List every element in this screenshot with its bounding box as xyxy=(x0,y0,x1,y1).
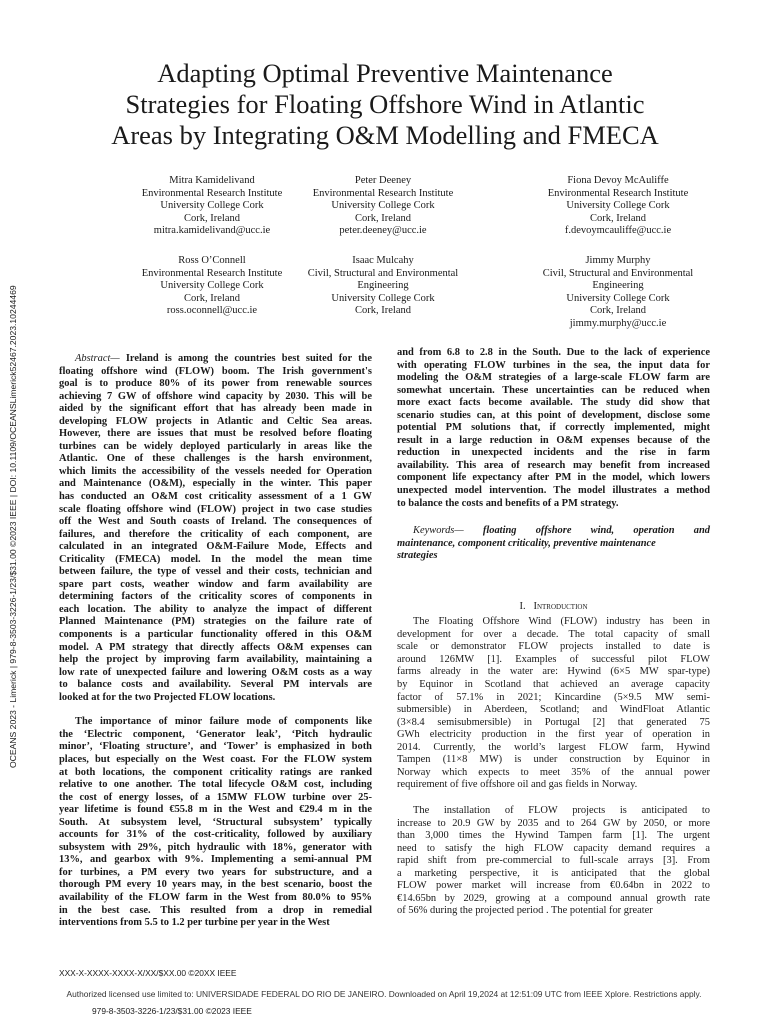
text-line: need to satisfy the high FLOW capacity demand requires a xyxy=(397,842,710,854)
text-line: goal is to produce 80% of its power from renewable sources xyxy=(59,378,372,390)
text-line: 2014. Currently, the world’s largest FLOW farm, Hywind xyxy=(397,741,710,753)
text-line: the cost of energy losses, of a 15MW FLOW turbine over 25- xyxy=(59,791,372,803)
author-email: peter.deeney@ucc.ie xyxy=(339,225,427,237)
abstract-lines xyxy=(59,366,372,705)
text-line: and Maintenance (O&M), especially in the winter. This paper xyxy=(59,478,372,490)
text-line: places, but especially on the West coast. For the FLOW system xyxy=(59,753,372,765)
section-heading xyxy=(397,601,710,614)
text-line: (3×8.4 semisubmersible) in Portugal [2] that generated 75 xyxy=(397,716,710,728)
author-affiliation: Civil, Structural and Environmental xyxy=(542,267,694,279)
author-affiliation: Cork, Ireland xyxy=(590,305,646,317)
author-affiliation: University College Cork xyxy=(160,280,264,292)
author-block xyxy=(508,175,728,238)
text-line: Tampen (11×8 MW) is under construction by Equinor in xyxy=(397,754,710,766)
title-line: Areas by Integrating O&M Modelling and FMECA xyxy=(111,120,659,150)
text-line: turbines can be widely deployed particularly in areas like the xyxy=(59,440,372,452)
author-affiliation: Civil, Structural and Environmental xyxy=(307,267,459,279)
text-line: for turbines, a PM every two years for substructure, and a xyxy=(59,866,372,878)
text-line: 13%, and gearbox with 9%. Implementing a semi-annual PM xyxy=(59,854,372,866)
text-line: of 56% during the projected period . The potential for greater xyxy=(397,905,653,917)
author-email: jimmy.murphy@ucc.ie xyxy=(569,317,667,329)
author-affiliation: University College Cork xyxy=(331,292,435,304)
text-line: low rate of unexpected failure and lowering O&M costs as a way xyxy=(59,666,372,678)
text-line: requirement of five offshore oil and gas fields in Norway. xyxy=(397,779,638,791)
section-title: Introduction xyxy=(533,600,588,612)
text-line: than 3,000 times the Hywind Tampen farm [1]. The urgent xyxy=(397,830,710,842)
author-affiliation: Cork, Ireland xyxy=(355,212,411,224)
author-affiliation: Engineering xyxy=(592,280,644,292)
doi-sidebar-text: OCEANS 2023 - Limerick | 979-8-3503-3226-1/23/$31.00 ©2023 IEEE | DOI: 10.1109/OCEANSLimerick52467.2023.10244469 xyxy=(8,285,18,768)
text-line: year lifetime is found €55.8 m in the West and €29.4 m in the xyxy=(59,804,372,816)
text-line: between failure, the type of vessel and their costs, technician and xyxy=(59,566,372,578)
author-block xyxy=(273,255,493,318)
isbn-line: 979-8-3503-3226-1/23/$31.00 ©2023 IEEE xyxy=(92,1006,252,1016)
text-line: The Floating Offshore Wind (FLOW) industry has been in xyxy=(413,616,710,628)
text-line: floating offshore wind (FLOW) boom. The Irish government's xyxy=(59,365,372,377)
text-line: the ‘Electric component, ‘Generator leak’, ‘Pitch hydraulic xyxy=(59,728,372,740)
keywords-line: strategies xyxy=(397,550,438,562)
text-line: modeling the O&M strategies of a large-scale FLOW farm are xyxy=(397,372,710,384)
text-line: scale floating offshore wind (FLOW) project in two case studies xyxy=(59,503,372,515)
text-line: accounts for 31% of the cost-criticality, followed by auxiliary xyxy=(59,829,372,841)
text-line: result in a large reduction in O&M expenses because of the xyxy=(397,434,710,446)
text-line: components is a particular functionality offered in this O&M xyxy=(59,629,372,641)
authorized-use-notice: Authorized licensed use limited to: UNIVERSIDADE FEDERAL DO RIO DE JANEIRO. Downloaded on April 19,2024 at 12:51:09 UTC from IEEE Xplore. Restrictions apply. xyxy=(66,989,702,999)
abstract-continued xyxy=(397,347,710,510)
author-email: ross.oconnell@ucc.ie xyxy=(166,305,258,317)
text-line: component life expectancy after PM in the model, which lowers xyxy=(397,472,710,484)
text-line: relative to one another. The total lifecycle O&M cost, including xyxy=(59,779,372,791)
text-line: €14.65bn by 2029, growing at a compound annual growth rate xyxy=(397,892,710,904)
text-line: looked at for the two Projected FLOW locations. xyxy=(59,691,276,703)
text-line: each location. The ability to analyze the impact of different xyxy=(59,603,372,615)
keywords-line: floating offshore wind, operation and xyxy=(463,525,710,537)
text-line: interventions from 5.5 to 1.2 per turbine per year in the West xyxy=(59,917,330,929)
intro-paragraph-1 xyxy=(397,616,710,792)
text-line: by Equinor in Scotland that achieved an average capacity xyxy=(397,679,710,691)
text-line: thorough PM every 10 years may, in the best scenario, boost the xyxy=(59,879,372,891)
left-column xyxy=(59,353,372,930)
text-line: developing FLOW projects in Atlantic and Celtic Sea areas. xyxy=(59,415,372,427)
author-name: Fiona Devoy McAuliffe xyxy=(567,175,669,186)
author-block xyxy=(273,175,493,238)
doi-sidebar xyxy=(8,258,20,768)
text-line: Atlantic. One of these challenges is the harsh environment, xyxy=(59,453,372,465)
text-line: aided by the significant effort that has already been made in xyxy=(59,403,372,415)
text-line: a marketing perspective, it is anticipated that the global xyxy=(397,867,710,879)
text-line: The installation of FLOW projects is anticipated to xyxy=(413,804,710,816)
author-name: Mitra Kamidelivand xyxy=(169,175,255,186)
text-line: Criticality (FMECA) model. In the model the mean time xyxy=(59,553,372,565)
text-line: to balance the costs and benefits of a PM strategy. xyxy=(397,497,619,509)
keywords-line: maintenance, component criticality, preventive maintenance xyxy=(397,537,656,549)
author-affiliation: Environmental Research Institute xyxy=(312,187,454,199)
author-affiliation: University College Cork xyxy=(566,292,670,304)
copyright-placeholder: XXX-X-XXXX-XXXX-X/XX/$XX.00 ©20XX IEEE xyxy=(59,968,237,978)
text-line: in the best case. This resulted from a drop in remedial xyxy=(59,904,372,916)
author-affiliation: University College Cork xyxy=(160,200,264,212)
author-affiliation: Cork, Ireland xyxy=(355,305,411,317)
abstract-first-line xyxy=(59,353,372,366)
abstract-paragraph-2 xyxy=(59,716,372,929)
text-line: factor of 57.1% in 2021; Kincardine (5×9.5 MW semi- xyxy=(397,691,710,703)
text-line: off the West and South coasts of Ireland. The consequences of xyxy=(59,516,372,528)
title-line: Strategies for Floating Offshore Wind in Atlantic xyxy=(125,89,645,119)
author-email: mitra.kamidelivand@ucc.ie xyxy=(153,225,271,237)
text-line: calculated in an integrated O&M-Failure Mode, Effects and xyxy=(59,541,372,553)
text-line: Planned Maintenance (PM) strategies on the failure rate of xyxy=(59,616,372,628)
text-line: failures, and therefore the criticality of each component, are xyxy=(59,528,372,540)
text-line: model. A PM strategy that directly affects O&M expenses can xyxy=(59,641,372,653)
keywords xyxy=(397,525,710,563)
abstract-label: Abstract— xyxy=(75,353,120,364)
text-line: achieving 7 GW of offshore wind capacity by 2030. This will be xyxy=(59,390,372,402)
author-affiliation: Environmental Research Institute xyxy=(547,187,689,199)
text-line: which limits the accessibility of the vessels needed for Operation xyxy=(59,465,372,477)
abstract xyxy=(59,353,372,704)
text-line: and from 6.8 to 2.8 in the South. Due to the lack of experience xyxy=(397,347,710,358)
text-line: submersible) in Aberdeen, Scotland; and WindFloat Atlantic xyxy=(397,704,710,716)
abstract-line: Ireland is among the countries best suited for the xyxy=(119,353,372,364)
title-line: Adapting Optimal Preventive Maintenance xyxy=(157,58,613,88)
text-line: subsystem with 29%, pitch hydraulic with 18%, generator with xyxy=(59,841,372,853)
keywords-first-line xyxy=(397,525,710,538)
text-line: South. At subsystem level, ‘Structural subsystem’ typically xyxy=(59,816,372,828)
text-line: development for over a decade. The total capacity of small xyxy=(397,628,710,640)
text-line: has conducted an O&M cost criticality assessment of a 1 GW xyxy=(59,491,372,503)
text-line: with operating FLOW turbines in the sea, the input data for xyxy=(397,359,710,371)
text-line: scale or demonstrator FLOW projects installed to date is xyxy=(397,641,710,653)
author-name: Jimmy Murphy xyxy=(585,255,651,266)
author-name: Isaac Mulcahy xyxy=(352,255,414,266)
text-line: determining factors of the criticality scores of components in xyxy=(59,591,372,603)
author-affiliation: University College Cork xyxy=(331,200,435,212)
text-line: more exact facts become available. The study did show that xyxy=(397,397,710,409)
text-line: minor’, ‘Floating structure’, and ‘Tower’ is emphasized in both xyxy=(59,741,372,753)
section-number: I. xyxy=(519,600,526,612)
author-block xyxy=(508,255,728,331)
keywords-label: Keywords— xyxy=(413,525,464,537)
text-line: help the project by improving farm availability, maintaining a xyxy=(59,654,372,666)
text-line: reduction in unexpected incidents and the rise in farm xyxy=(397,447,710,459)
text-line: availability. This area of research may benefit from increased xyxy=(397,459,710,471)
author-affiliation: University College Cork xyxy=(566,200,670,212)
text-line: at both locations, the component criticality ratings are ranked xyxy=(59,766,372,778)
text-line: scenario studies can, at this point of development, disclose some xyxy=(397,409,710,421)
text-line: Norway which expects to meet 35% of the annual power xyxy=(397,766,710,778)
text-line: FLOW power market will increase from €0.64bn in 2022 to xyxy=(397,880,710,892)
author-affiliation: Cork, Ireland xyxy=(184,212,240,224)
text-line: availability of the FLOW farm in the West from 80.0% to 95% xyxy=(59,891,372,903)
author-email: f.devoymcauliffe@ucc.ie xyxy=(564,225,672,237)
text-line: However, there are issues that must be resolved before floating xyxy=(59,428,372,440)
author-name: Peter Deeney xyxy=(354,175,412,186)
author-affiliation: Environmental Research Institute xyxy=(141,267,283,279)
text-line: potential PM solutions that, if correctly implemented, might xyxy=(397,422,710,434)
text-line: rapid shift from pre-commercial to full-scale arrays [3]. From xyxy=(397,855,710,867)
paper-title xyxy=(40,58,730,151)
author-affiliation: Environmental Research Institute xyxy=(141,187,283,199)
text-line: somewhat uncertain. These uncertainties can be reduced when xyxy=(397,384,710,396)
text-line: to balance costs and availability. Several PM intervals are xyxy=(59,679,372,691)
author-affiliation: Cork, Ireland xyxy=(184,292,240,304)
right-column xyxy=(397,347,710,918)
author-name: Ross O’Connell xyxy=(178,255,246,266)
text-line: around 126MW [1]. Examples of successful pilot FLOW xyxy=(397,653,710,665)
text-line: GWh electricity production in the first year of operation in xyxy=(397,729,710,741)
author-affiliation: Cork, Ireland xyxy=(590,212,646,224)
author-affiliation: Engineering xyxy=(357,280,409,292)
text-line: farms already in the water are: Hywind (6×5 MW spar-type) xyxy=(397,666,710,678)
text-line: spare part costs, weather window and farm availability are xyxy=(59,578,372,590)
text-line: The importance of minor failure mode of components like xyxy=(75,716,372,728)
text-line: unexpected model intervention. The model illustrates a method xyxy=(397,485,710,497)
intro-paragraph-2 xyxy=(397,805,710,918)
text-line: increase to 20.9 GW by 2035 and to 264 GW by 2050, or more xyxy=(397,817,710,829)
